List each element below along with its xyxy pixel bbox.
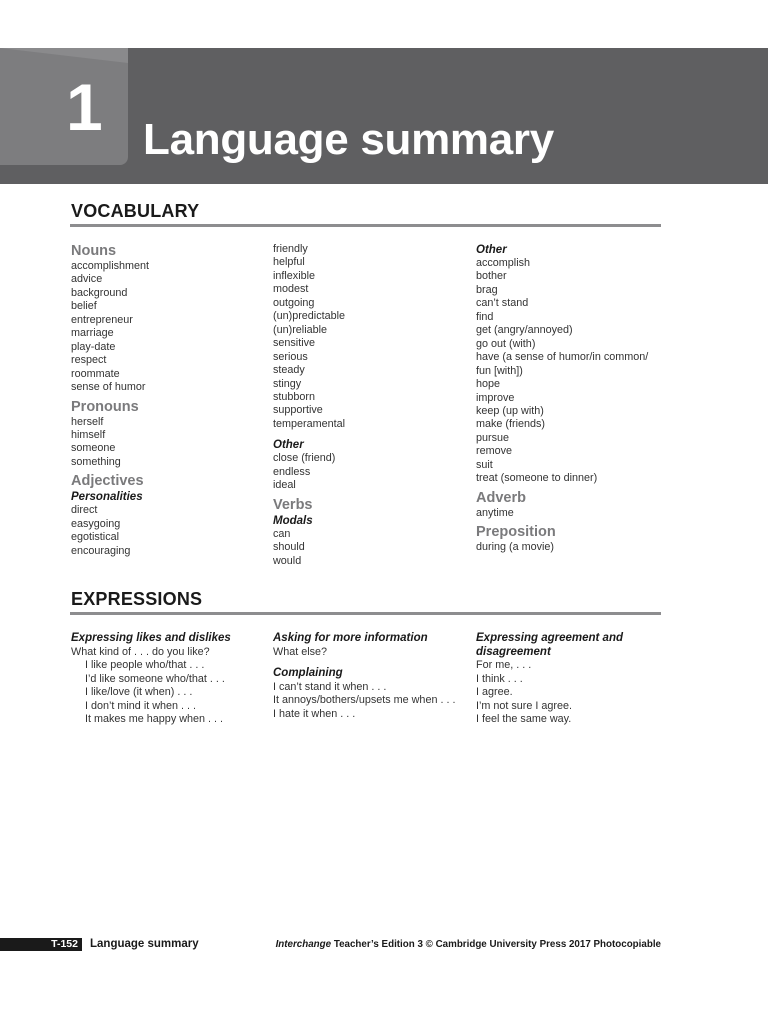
vocab-item: suit bbox=[476, 458, 493, 471]
vocab-item: modest bbox=[273, 283, 309, 296]
vocab-item: herself bbox=[71, 415, 104, 428]
vocab-item: should bbox=[273, 541, 305, 554]
vocab-item: egotistical bbox=[71, 531, 120, 544]
expression-item: It makes me happy when . . . bbox=[85, 713, 224, 725]
vocab-item: hope bbox=[476, 378, 501, 391]
vocab-item: serious bbox=[273, 350, 308, 363]
vocab-item: can’t stand bbox=[476, 297, 529, 310]
vocab-item: sense of humor bbox=[71, 381, 146, 394]
vocab-item: sensitive bbox=[273, 337, 316, 350]
banner-tab-shape bbox=[0, 48, 128, 165]
vocab-item: temperamental bbox=[273, 417, 346, 430]
expression-lead: What kind of . . . do you like? bbox=[71, 645, 210, 658]
vocab-item: background bbox=[71, 286, 128, 299]
expression-item: I can’t stand it when . . . bbox=[273, 680, 387, 693]
vocab-item: pursue bbox=[476, 431, 510, 444]
vocab-item: ideal bbox=[273, 479, 296, 492]
vocab-item: marriage bbox=[71, 327, 114, 340]
expression-item: I’m not sure I agree. bbox=[476, 699, 573, 712]
category-heading: Preposition bbox=[476, 524, 556, 541]
category-heading: Nouns bbox=[71, 243, 117, 259]
footer-credit-text: Teacher’s Edition 3 © Cambridge University Press 2017 Photocopiable bbox=[331, 939, 661, 950]
expression-item: I think . . . bbox=[476, 672, 523, 685]
vocab-item: bother bbox=[476, 270, 507, 283]
vocabulary-column-3 bbox=[476, 243, 666, 555]
vocab-item: keep (up with) bbox=[476, 404, 544, 417]
vocab-item: accomplish bbox=[476, 257, 531, 269]
vocabulary-rule bbox=[70, 224, 661, 227]
vocab-item: fun [with]) bbox=[476, 364, 523, 377]
expression-item: I like people who/that . . . bbox=[85, 659, 205, 671]
expression-item: I feel the same way. bbox=[476, 713, 572, 725]
expression-item: What else? bbox=[273, 645, 328, 658]
vocab-item: get (angry/annoyed) bbox=[476, 324, 573, 337]
vocab-item: respect bbox=[71, 354, 107, 367]
vocab-item: something bbox=[71, 455, 121, 468]
vocab-item: find bbox=[476, 310, 494, 323]
vocab-item: stubborn bbox=[273, 390, 316, 403]
vocab-item: make (friends) bbox=[476, 418, 545, 431]
page-number-badge: T-152 bbox=[0, 938, 82, 951]
category-heading: Pronouns bbox=[71, 398, 139, 415]
expressions-rule bbox=[70, 612, 661, 615]
expressions-column-2 bbox=[273, 632, 458, 721]
vocab-item: inflexible bbox=[273, 269, 316, 282]
expressions-heading: EXPRESSIONS bbox=[71, 589, 203, 609]
expression-group-title: Asking for more information bbox=[273, 632, 428, 644]
vocab-item: advice bbox=[71, 273, 103, 286]
footer-section-label: Language summary bbox=[90, 938, 199, 950]
vocab-item: steady bbox=[273, 364, 305, 377]
vocab-item: during (a movie) bbox=[476, 541, 555, 554]
vocab-item: helpful bbox=[273, 256, 305, 269]
subcategory-heading: Personalities bbox=[71, 491, 143, 504]
category-heading: Adverb bbox=[476, 489, 526, 506]
vocab-item: outgoing bbox=[273, 296, 315, 309]
vocabulary-column-1 bbox=[71, 243, 261, 558]
expression-item: I’d like someone who/that . . . bbox=[85, 672, 225, 685]
vocab-item: entrepreneur bbox=[71, 313, 133, 326]
subcategory-heading: Modals bbox=[273, 514, 313, 527]
expression-item: I hate it when . . . bbox=[273, 707, 356, 720]
page-title: Language summary bbox=[143, 115, 554, 164]
group-gap bbox=[273, 431, 463, 438]
vocab-item: stingy bbox=[273, 377, 302, 390]
vocab-item: roommate bbox=[71, 367, 120, 380]
vocab-item: treat (someone to dinner) bbox=[476, 472, 598, 485]
vocab-item: belief bbox=[71, 300, 97, 313]
expression-item: I don’t mind it when . . . bbox=[85, 699, 197, 712]
vocab-item: close (friend) bbox=[273, 452, 336, 465]
vocab-item: can bbox=[273, 527, 291, 540]
expression-item: I agree. bbox=[476, 686, 513, 698]
category-heading: Adjectives bbox=[71, 473, 144, 490]
vocab-item: encouraging bbox=[71, 544, 131, 557]
vocab-item: (un)predictable bbox=[273, 310, 346, 323]
vocab-item: play-date bbox=[71, 340, 116, 353]
vocab-item: easygoing bbox=[71, 517, 121, 530]
expressions-column-1 bbox=[71, 632, 261, 727]
vocab-item: supportive bbox=[273, 404, 323, 417]
expression-item: For me, . . . bbox=[476, 659, 532, 671]
vocab-item: himself bbox=[71, 428, 106, 441]
footer-book-title: Interchange bbox=[275, 939, 332, 950]
expressions-column-3 bbox=[476, 632, 661, 727]
vocab-item: direct bbox=[71, 504, 98, 517]
expression-item: It annoys/bothers/upsets me when . . . bbox=[273, 694, 456, 706]
vocab-item: remove bbox=[476, 445, 513, 458]
subcategory-heading: Other bbox=[273, 439, 304, 452]
vocab-item: improve bbox=[476, 391, 515, 404]
expression-group-title: Expressing likes and dislikes bbox=[71, 632, 231, 644]
vocabulary-column-2 bbox=[273, 243, 463, 568]
vocab-item: would bbox=[273, 554, 302, 567]
chapter-number: 1 bbox=[66, 70, 103, 144]
vocab-item: friendly bbox=[273, 243, 308, 255]
vocabulary-heading: VOCABULARY bbox=[71, 201, 200, 221]
category-heading: Verbs bbox=[273, 496, 313, 513]
vocab-item: brag bbox=[476, 283, 498, 296]
expression-group-title: Expressing agreement and disagreement bbox=[476, 632, 623, 658]
vocab-item: (un)reliable bbox=[273, 323, 328, 336]
subcategory-heading: Other bbox=[476, 244, 507, 256]
vocab-item: go out (with) bbox=[476, 337, 536, 350]
vocab-item: have (a sense of humor/in common/ bbox=[476, 351, 649, 364]
vocab-item: anytime bbox=[476, 506, 514, 519]
vocab-item: someone bbox=[71, 442, 116, 455]
expression-group-title: Complaining bbox=[273, 667, 343, 679]
footer-credit bbox=[268, 939, 661, 951]
expression-item: I like/love (it when) . . . bbox=[85, 686, 193, 698]
vocab-item: endless bbox=[273, 465, 311, 478]
vocab-item: accomplishment bbox=[71, 260, 150, 272]
